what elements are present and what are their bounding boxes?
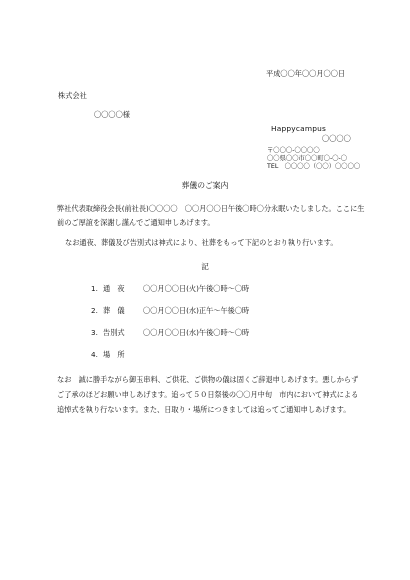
item-value: 〇〇月〇〇日(火)午後〇時〜〇時	[143, 284, 250, 293]
recipient-company: 株式会社	[58, 91, 87, 100]
item-number: 4.	[91, 350, 98, 359]
item-value: 〇〇月〇〇日(水)午後〇時〜〇時	[143, 328, 250, 337]
closing-paragraph: なお 誠に勝手ながら御玉串料、ご供花、ご供物の儀は固くご辞退申しあげます。悪しからずご了承のほどお願い申しあげます。追って５０日祭後の〇〇月中旬 市内において神式による追悼式を執り行ないます。また、日取り・場所につきましては追ってご通知申しあげます。	[57, 375, 359, 414]
schedule-item-funeral	[91, 306, 249, 315]
item-label: 場 所	[103, 350, 125, 359]
sender-phone: TEL 〇〇〇〇（〇〇）〇〇〇〇	[267, 163, 361, 170]
sender-postal-code: 〒〇〇〇-〇〇〇〇	[267, 147, 320, 154]
item-number: 1.	[91, 284, 98, 293]
sender-name: 〇〇〇〇	[322, 134, 351, 143]
schedule-item-wake	[91, 284, 249, 293]
item-label: 葬 儀	[103, 306, 125, 315]
item-number: 3.	[91, 328, 98, 337]
recipient-name: 〇〇〇〇様	[94, 110, 130, 119]
sender-brand: Happycampus	[271, 124, 327, 133]
item-value: 〇〇月〇〇日(水)正午〜午後〇時	[143, 306, 250, 315]
notice-paragraph: なお通夜、葬儀及び告別式は神式により、社葬をもって下記のとおり執り行います。	[65, 238, 338, 247]
document-title: 葬儀のご案内	[181, 181, 229, 190]
opening-paragraph: 弊社代表取締役会長(前社長)〇〇〇〇 〇〇月〇〇日午後〇時〇分永眠いたしました。ここに生前のご厚誼を深謝し謹んでご通知申しあげます。	[57, 204, 365, 227]
item-label: 告別式	[103, 328, 125, 337]
schedule-item-location	[91, 350, 143, 359]
ki-heading: 記	[201, 262, 209, 271]
item-number: 2.	[91, 306, 98, 315]
schedule-item-farewell	[91, 328, 249, 337]
item-label: 通 夜	[103, 284, 125, 293]
sender-address: 〇〇県〇〇市〇〇町〇-〇-〇	[267, 155, 348, 162]
letter-date: 平成〇〇年〇〇月〇〇日	[266, 69, 346, 78]
